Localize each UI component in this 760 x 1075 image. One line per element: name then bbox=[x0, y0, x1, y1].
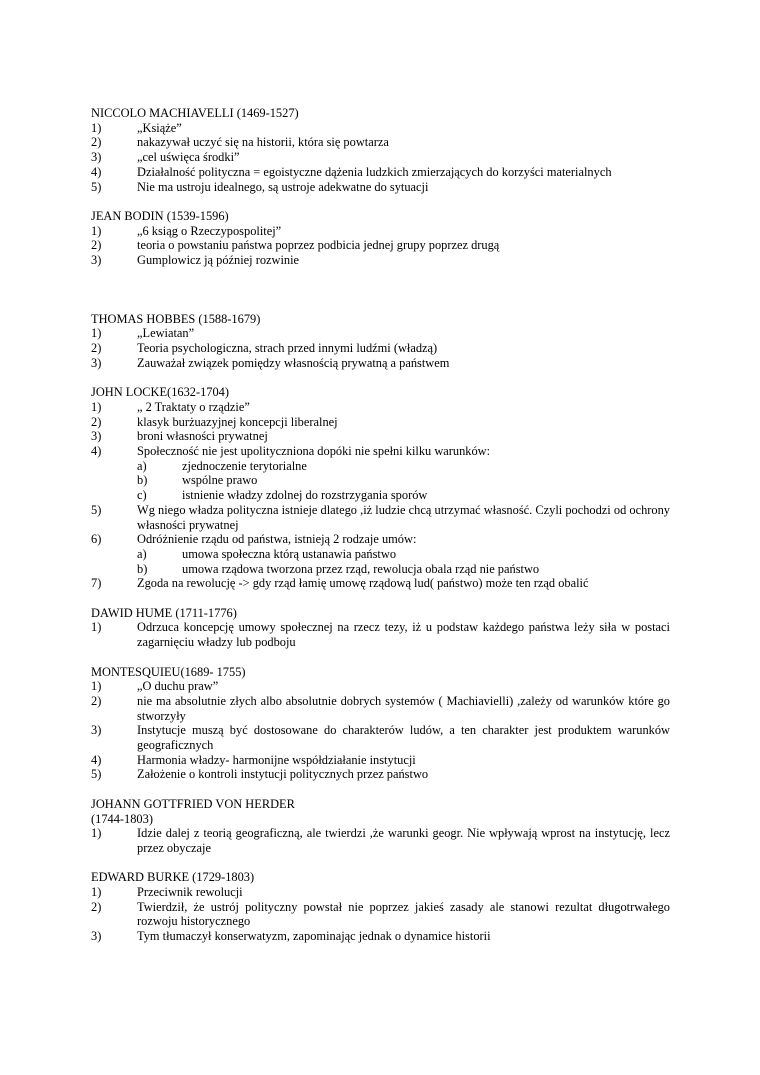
list-item-number: 3) bbox=[91, 429, 102, 444]
list-item bbox=[91, 415, 670, 430]
list-item-number: 3) bbox=[91, 723, 102, 738]
list-item-number: 5) bbox=[91, 502, 102, 517]
list-item bbox=[91, 444, 670, 459]
list-item bbox=[91, 356, 670, 371]
list-item-text: teoria o powstaniu państwa poprzez podbicia jednej grupy poprzez drugą bbox=[137, 238, 500, 253]
list-item-number: 2) bbox=[91, 341, 102, 356]
list-item bbox=[91, 238, 670, 253]
list-item bbox=[91, 165, 670, 180]
list-item-number: 1) bbox=[91, 326, 102, 341]
list-item bbox=[91, 767, 670, 782]
list-item-number: 5) bbox=[91, 179, 102, 194]
list-item-number: 4) bbox=[91, 164, 102, 179]
list-item-text: Harmonia władzy- harmonijne współdziałanie instytucji bbox=[137, 752, 416, 767]
list-item-number: 7) bbox=[91, 576, 102, 591]
list-item bbox=[91, 341, 670, 356]
list-item-text: Instytucje muszą być dostosowane do charakterów ludów, a ten charakter jest produktem warunków geograficznych bbox=[137, 723, 670, 753]
list-item-number: 2) bbox=[91, 414, 102, 429]
list-item-text: „Książe” bbox=[137, 120, 182, 135]
list-item-text: Odróżnienie rządu od państwa, istnieją 2 rodzaje umów: bbox=[137, 532, 417, 547]
sub-list-item-letter: a) bbox=[137, 546, 147, 561]
list-item bbox=[91, 826, 670, 855]
list-item-number: 1) bbox=[91, 399, 102, 414]
list-item bbox=[91, 929, 670, 944]
sub-list-item bbox=[91, 562, 670, 577]
sub-list-item-letter: b) bbox=[137, 473, 148, 488]
list-item bbox=[91, 885, 670, 900]
list-item-text: Tym tłumaczył konserwatyzm, zapominając jednak o dynamice historii bbox=[137, 929, 491, 944]
list-item-text: Założenie o kontroli instytucji politycznych przez państwo bbox=[137, 767, 429, 782]
list-item bbox=[91, 576, 670, 591]
sub-list-item-text: wspólne prawo bbox=[182, 473, 258, 488]
list-item bbox=[91, 253, 670, 268]
sub-list-item-text: zjednoczenie terytorialne bbox=[182, 458, 307, 473]
list-item-text: „Lewiatan” bbox=[137, 326, 195, 341]
list-item-number: 2) bbox=[91, 693, 102, 708]
sub-list-item-letter: a) bbox=[137, 458, 147, 473]
section-heading: THOMAS HOBBES (1588-1679) bbox=[91, 311, 261, 326]
section bbox=[91, 385, 670, 591]
sub-list-item-text: umowa społeczna którą ustanawia państwo bbox=[182, 546, 397, 561]
list-item bbox=[91, 679, 670, 694]
section-heading: NICCOLO MACHIAVELLI (1469-1527) bbox=[91, 106, 299, 120]
list-item bbox=[91, 224, 670, 239]
list-item-number: 2) bbox=[91, 238, 102, 253]
list-item-text: nakazywał uczyć się na historii, która się powtarza bbox=[137, 135, 389, 150]
list-item-number: 6) bbox=[91, 532, 102, 547]
list-item-number: 1) bbox=[91, 223, 102, 238]
document-content bbox=[91, 106, 670, 959]
list-item bbox=[91, 180, 670, 195]
list-item bbox=[91, 723, 670, 752]
list-item-text: broni własności prywatnej bbox=[137, 429, 268, 444]
section-heading: JOHANN GOTTFRIED VON HERDER bbox=[91, 796, 295, 811]
list-item-number: 3) bbox=[91, 150, 102, 165]
list-item-number: 3) bbox=[91, 253, 102, 268]
sub-list-item bbox=[91, 459, 670, 474]
sub-list-item bbox=[91, 547, 670, 562]
section-heading: JOHN LOCKE(1632-1704) bbox=[91, 385, 230, 400]
section-heading-dates: (1744-1803) bbox=[91, 811, 153, 826]
section bbox=[91, 870, 670, 944]
list-item bbox=[91, 694, 670, 723]
section-heading: DAWID HUME (1711-1776) bbox=[91, 605, 237, 620]
list-item bbox=[91, 429, 670, 444]
list-item-text: Zgoda na rewolucję -> gdy rząd łamię umowę rządową lud( państwo) może ten rząd obalić bbox=[137, 576, 589, 591]
sub-list-item bbox=[91, 488, 670, 503]
list-item-text: „O duchu praw” bbox=[137, 679, 219, 694]
sub-list-item-letter: b) bbox=[137, 561, 148, 576]
list-item-text: Teoria psychologiczna, strach przed innymi ludźmi (władzą) bbox=[137, 341, 438, 356]
list-item bbox=[91, 150, 670, 165]
list-item-number: 2) bbox=[91, 899, 102, 914]
section bbox=[91, 209, 670, 268]
list-item bbox=[91, 620, 670, 649]
list-item-text: Zauważał związek pomiędzy własnością prywatną a państwem bbox=[137, 355, 450, 370]
section bbox=[91, 106, 670, 194]
list-item-number: 1) bbox=[91, 885, 102, 900]
list-item-number: 3) bbox=[91, 929, 102, 944]
list-item bbox=[91, 400, 670, 415]
list-item-number: 4) bbox=[91, 752, 102, 767]
list-item-text: „ 2 Traktaty o rządzie” bbox=[137, 399, 250, 414]
section-heading: MONTESQUIEU(1689- 1755) bbox=[91, 664, 246, 679]
list-item-text: Nie ma ustroju idealnego, są ustroje adekwatne do sytuacji bbox=[137, 179, 429, 194]
sub-list-item-text: istnienie władzy zdolnej do rozstrzygania sporów bbox=[182, 488, 428, 503]
list-item-text: „cel uświęca środki” bbox=[137, 150, 240, 165]
list-item bbox=[91, 753, 670, 768]
list-item-number: 1) bbox=[91, 679, 102, 694]
section-heading: EDWARD BURKE (1729-1803) bbox=[91, 870, 255, 885]
list-item-text: Gumplowicz ją później rozwinie bbox=[137, 253, 300, 268]
section bbox=[91, 797, 670, 856]
list-item-text: Odrzuca koncepcję umowy społecznej na rzecz tezy, iż u podstaw każdego państwa leży siła w postaci zagarnięciu władzy lub podboju bbox=[137, 620, 670, 650]
list-item-text: Wg niego władza polityczna istnieje dlatego ,iż ludzie chcą utrzymać własność. Czyli pochodzi od ochrony własności prywatnej bbox=[137, 502, 670, 532]
section bbox=[91, 606, 670, 650]
list-item-number: 4) bbox=[91, 444, 102, 459]
sub-list-item-letter: c) bbox=[137, 488, 147, 503]
section-heading: JEAN BODIN (1539-1596) bbox=[91, 208, 229, 223]
list-item bbox=[91, 326, 670, 341]
list-item-text: Działalność polityczna = egoistyczne dążenia ludzkich zmierzających do korzyści materialnych bbox=[137, 164, 612, 179]
section bbox=[91, 665, 670, 783]
list-item bbox=[91, 532, 670, 547]
list-item-number: 2) bbox=[91, 135, 102, 150]
list-item-number: 1) bbox=[91, 826, 102, 841]
list-item-text: nie ma absolutnie złych albo absolutnie dobrych systemów ( Machiavielli) ,zależy od warunków które go stworzyły bbox=[137, 693, 670, 723]
list-item-text: „6 ksiąg o Rzeczypospolitej” bbox=[137, 223, 282, 238]
list-item-text: Społeczność nie jest upolityczniona dopóki nie spełni kilku warunków: bbox=[137, 444, 491, 459]
sub-list-item bbox=[91, 473, 670, 488]
list-item-text: Przeciwnik rewolucji bbox=[137, 885, 243, 900]
list-item-text: Idzie dalej z teorią geograficzną, ale twierdzi ,że warunki geogr. Nie wpływają wprost na instytucję, lecz przez obyczaje bbox=[137, 826, 670, 855]
section bbox=[91, 312, 670, 371]
list-item-text: klasyk burżuazyjnej koncepcji liberalnej bbox=[137, 414, 338, 429]
sub-list-item-text: umowa rządowa tworzona przez rząd, rewolucja obala rząd nie państwo bbox=[182, 561, 540, 576]
list-item bbox=[91, 135, 670, 150]
list-item bbox=[91, 900, 670, 929]
list-item bbox=[91, 121, 670, 136]
list-item-number: 3) bbox=[91, 355, 102, 370]
list-item-text: Twierdził, że ustrój polityczny powstał nie poprzez jakieś zasady ale stanowi rezultat długotrwałego rozwoju historycznego bbox=[137, 899, 670, 929]
list-item bbox=[91, 503, 670, 532]
list-item-number: 1) bbox=[91, 120, 102, 135]
list-item-number: 1) bbox=[91, 620, 102, 635]
list-item-number: 5) bbox=[91, 767, 102, 782]
